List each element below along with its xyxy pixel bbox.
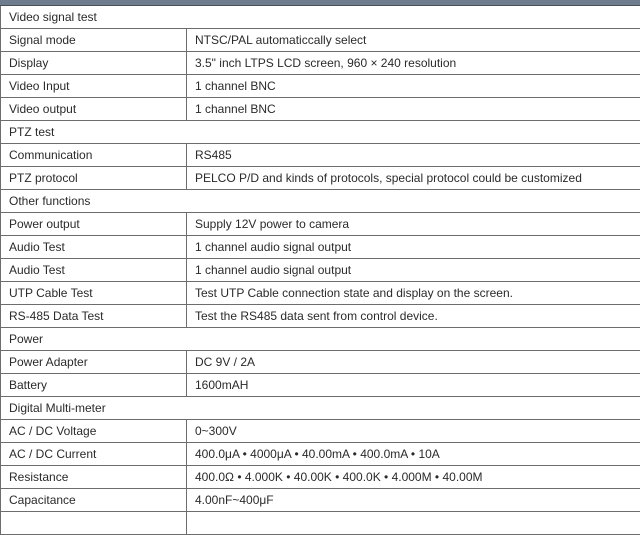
spec-value: Test the RS485 data sent from control device.: [187, 305, 640, 328]
spec-value: DC 9V / 2A: [187, 351, 640, 374]
table-row: [1, 213, 640, 236]
table-row: [1, 374, 640, 397]
table-row: [1, 305, 640, 328]
spec-value: 1600mAH: [187, 374, 640, 397]
table-row-partial: [1, 512, 640, 535]
table-row: [1, 489, 640, 512]
spec-value: 1 channel BNC: [187, 75, 640, 98]
table-row: [1, 420, 640, 443]
spec-label: Signal mode: [1, 29, 187, 52]
spec-value: 1 channel audio signal output: [187, 259, 640, 282]
spec-label: RS-485 Data Test: [1, 305, 187, 328]
spec-value: [187, 512, 640, 535]
section-title: Other functions: [1, 190, 640, 213]
spec-value: Supply 12V power to camera: [187, 213, 640, 236]
spec-value: 400.0μA • 4000μA • 40.00mA • 400.0mA • 10A: [187, 443, 640, 466]
spec-label: Audio Test: [1, 236, 187, 259]
spec-label: Resistance: [1, 466, 187, 489]
spec-value: 0~300V: [187, 420, 640, 443]
section-title: Digital Multi-meter: [1, 397, 640, 420]
spec-value: 3.5" inch LTPS LCD screen, 960 × 240 resolution: [187, 52, 640, 75]
table-row: [1, 282, 640, 305]
section-header-video-signal-test: [1, 6, 640, 29]
section-title: Power: [1, 328, 640, 351]
spec-label: AC / DC Voltage: [1, 420, 187, 443]
table-row: [1, 144, 640, 167]
spec-label: Display: [1, 52, 187, 75]
table-row: [1, 236, 640, 259]
spec-value: 4.00nF~400μF: [187, 489, 640, 512]
section-header-digital-multimeter: [1, 397, 640, 420]
spec-label: Communication: [1, 144, 187, 167]
spec-label: Audio Test: [1, 259, 187, 282]
section-title: PTZ test: [1, 121, 640, 144]
table-row: [1, 98, 640, 121]
section-title: Video signal test: [1, 6, 640, 29]
table-row: [1, 443, 640, 466]
table-row: [1, 75, 640, 98]
spec-label: Video output: [1, 98, 187, 121]
spec-label: Video Input: [1, 75, 187, 98]
spec-value: Test UTP Cable connection state and display on the screen.: [187, 282, 640, 305]
spec-label: Power output: [1, 213, 187, 236]
spec-label: Power Adapter: [1, 351, 187, 374]
spec-label: UTP Cable Test: [1, 282, 187, 305]
spec-value: 1 channel BNC: [187, 98, 640, 121]
spec-value: RS485: [187, 144, 640, 167]
table-row: [1, 29, 640, 52]
table-row: [1, 466, 640, 489]
section-header-ptz-test: [1, 121, 640, 144]
spec-label: AC / DC Current: [1, 443, 187, 466]
spec-label: PTZ protocol: [1, 167, 187, 190]
spec-label: Capacitance: [1, 489, 187, 512]
section-header-other-functions: [1, 190, 640, 213]
spec-value: 400.0Ω • 4.000K • 40.00K • 400.0K • 4.000M • 40.00M: [187, 466, 640, 489]
spec-label: [1, 512, 187, 535]
table-row: [1, 259, 640, 282]
spec-label: Battery: [1, 374, 187, 397]
spec-value: NTSC/PAL automaticcally select: [187, 29, 640, 52]
spec-value: 1 channel audio signal output: [187, 236, 640, 259]
table-row: [1, 351, 640, 374]
table-row: [1, 52, 640, 75]
table-row: [1, 167, 640, 190]
section-header-power: [1, 328, 640, 351]
spec-table: [0, 5, 640, 535]
spec-value: PELCO P/D and kinds of protocols, special protocol could be customized: [187, 167, 640, 190]
